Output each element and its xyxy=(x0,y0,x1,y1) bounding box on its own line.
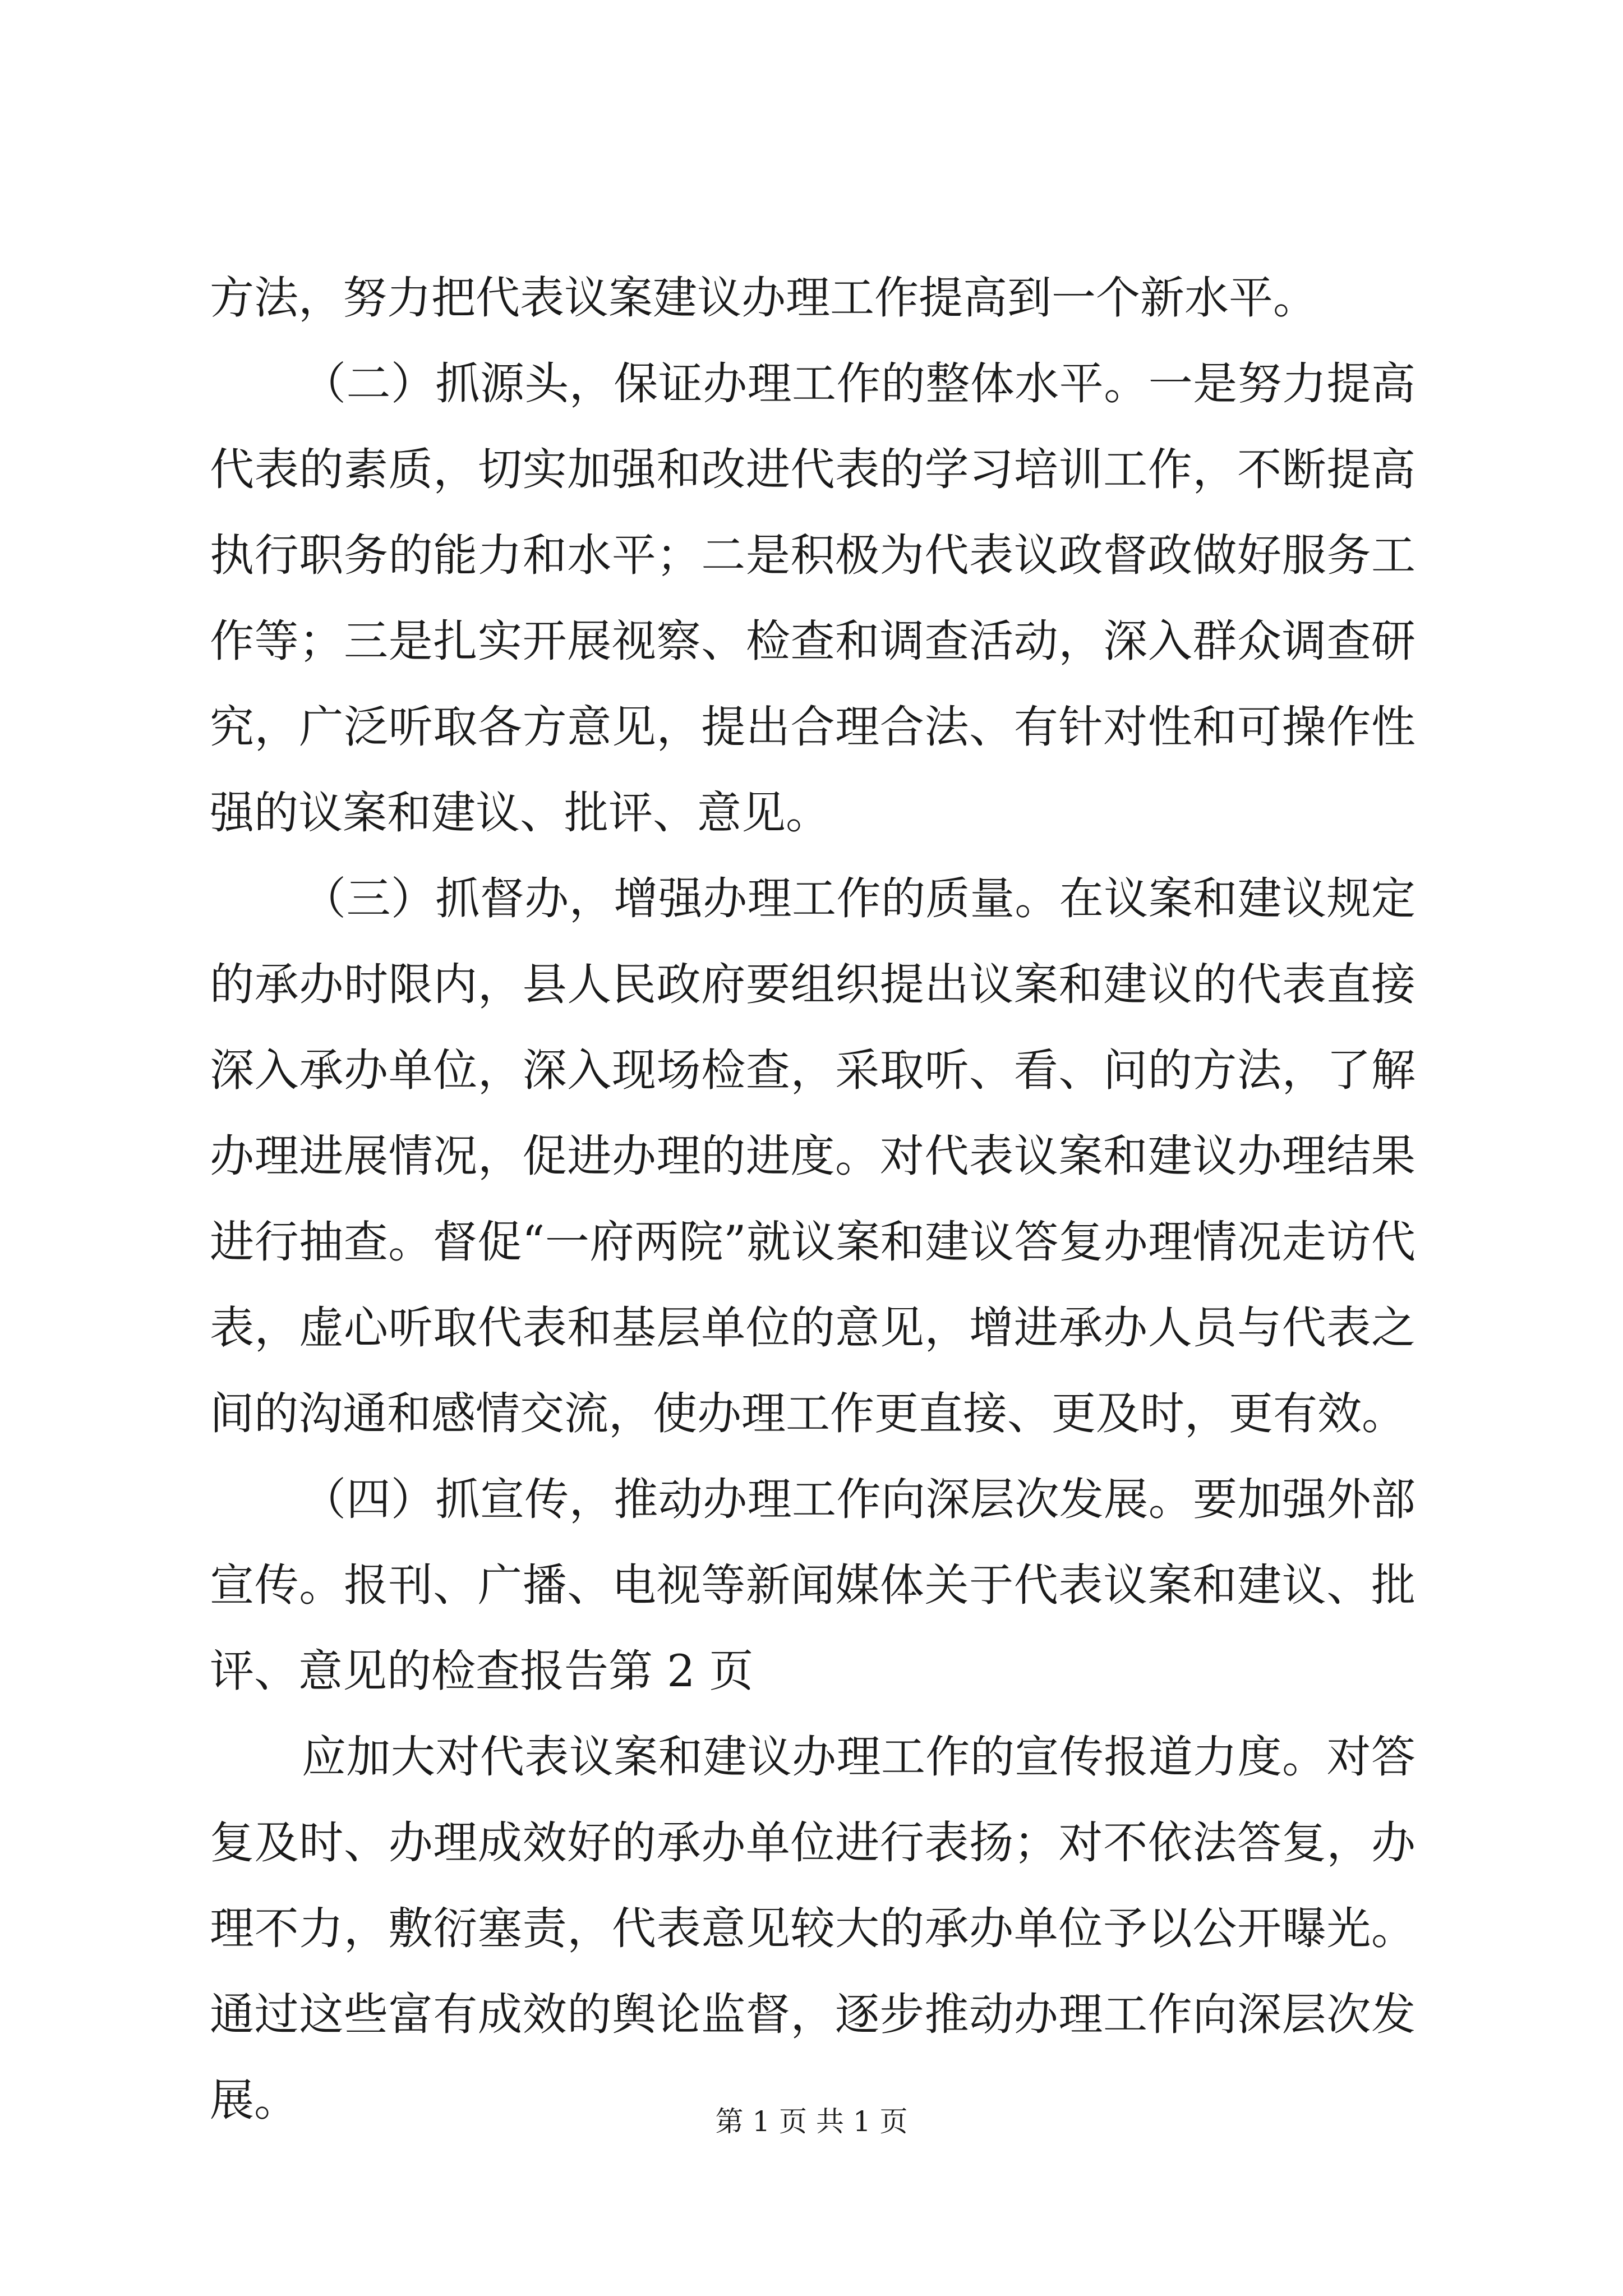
paragraph-5: 应加大对代表议案和建议办理工作的宣传报道力度。对答复及时、办理成效好的承办单位进行表扬；对不依法答复，办理不力，敷衍塞责，代表意见较大的承办单位予以公开曝光。通过这些富有成效的舆论监督，逐步推动办理工作向深层次发展。 xyxy=(210,1731,1415,2126)
paragraph-1: 方法，努力把代表议案建议办理工作提高到一个新水平。 xyxy=(210,272,1317,324)
page-number-footer: 第 1 页 共 1 页 xyxy=(715,2105,908,2138)
paragraph-3: （三）抓督办，增强办理工作的质量。在议案和建议规定的承办时限内，县人民政府要组织提出议案和建议的代表直接深入承办单位，深入现场检查，采取听、看、问的方法，了解办理进展情况，促进办理的进度。对代表议案和建议办理结果进行抽查。督促“一府两院”就议案和建议答复办理情况走访代表，虚心听取代表和基层单位的意见，增进承办人员与代表之间的沟通和感情交流，使办理工作更直接、更及时，更有效。 xyxy=(210,873,1415,1439)
document-body xyxy=(210,255,1415,2143)
paragraph-4: （四）抓宣传，推动办理工作向深层次发展。要加强外部宣传。报刊、广播、电视等新闻媒体关于代表议案和建议、批评、意见的检查报告第 2 页 xyxy=(210,1474,1415,1697)
paragraph-2: （二）抓源头，保证办理工作的整体水平。一是努力提高代表的素质，切实加强和改进代表的学习培训工作，不断提高执行职务的能力和水平；二是积极为代表议政督政做好服务工作等；三是扎实开展视察、检查和调查活动，深入群众调查研究，广泛听取各方意见，提出合理合法、有针对性和可操作性强的议案和建议、批评、意见。 xyxy=(210,358,1415,839)
